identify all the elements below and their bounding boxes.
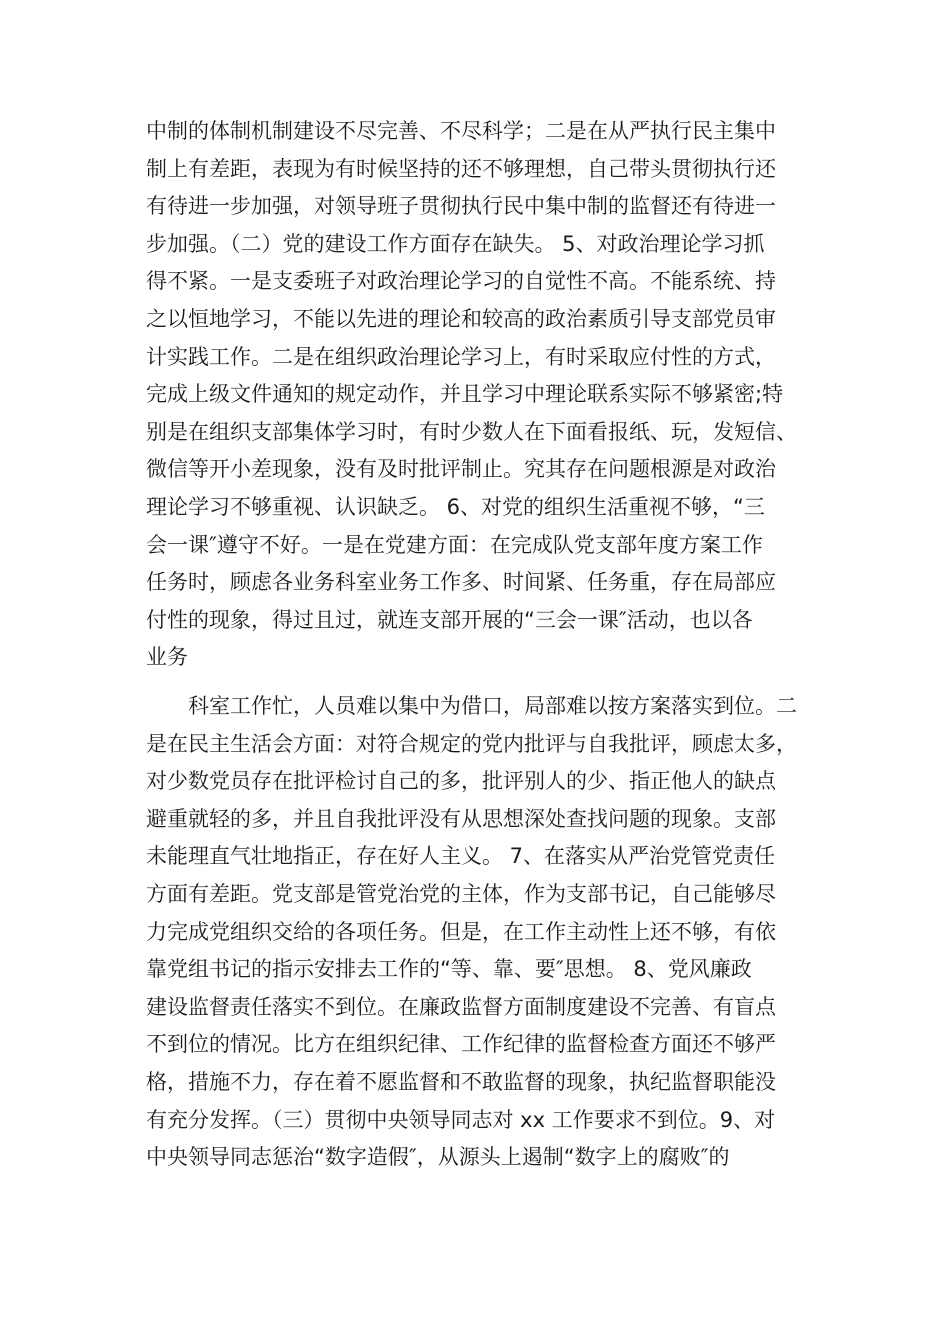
text-line: 计实践工作。二是在组织政治理论学习上，有时采取应付性的方式， [146,344,776,369]
text-line: 有待进一步加强，对领导班子贯彻执行民中集中制的监督还有待进一 [146,194,776,219]
text-line: 科室工作忙，人员难以集中为借口，局部难以按方案落实到位。二 [146,694,797,718]
text-line: 之以恒地学习，不能以先进的理论和较高的政治素质引导支部党员审 [146,306,776,331]
text-line: 靠党组书记的指示安排去工作的“等、靠、要″思想。 8、党风廉政 [146,957,752,982]
text-line: 是在民主生活会方面：对符合规定的党内批评与自我批评，顾虑太多， [146,731,797,756]
text-line: 方面有差距。党支部是管党治党的主体，作为支部书记，自己能够尽 [146,881,776,906]
text-line: 有充分发挥。（三）贯彻中央领导同志对 xx 工作要求不到位。9、对 [146,1107,776,1132]
paragraph [146,688,806,1177]
text-line: 别是在组织支部集体学习时，有时少数人在下面看报纸、玩，发短信、 [146,419,797,444]
text-line: 会一课″遵守不好。一是在党建方面：在完成队党支部年度方案工作 [146,532,763,557]
text-line: 业务 [146,645,188,670]
text-line: 避重就轻的多，并且自我批评没有从思想深处查找问题的现象。支部 [146,806,776,831]
paragraph [146,113,806,677]
text-line: 建设监督责任落实不到位。在廉政监督方面制度建设不完善、有盲点 [146,994,776,1019]
text-line: 未能理直气壮地指正，存在好人主义。 7、在落实从严治党管党责任 [146,844,776,869]
text-line: 步加强。（二）党的建设工作方面存在缺失。 5、对政治理论学习抓 [146,231,765,256]
text-line: 理论学习不够重视、认识缺乏。 6、对党的组织生活重视不够，“三 [146,494,765,519]
text-line: 付性的现象，得过且过，就连支部开展的“三会一课″活动，也以各 [146,607,753,632]
text-line: 微信等开小差现象，没有及时批评制止。究其存在问题根源是对政治 [146,457,776,482]
text-line: 完成上级文件通知的规定动作，并且学习中理论联系实际不够紧密;特 [146,382,784,407]
text-line: 格，措施不力，存在着不愿监督和不敢监督的现象，执纪监督职能没 [146,1069,776,1094]
text-line: 对少数党员存在批评检讨自己的多，批评别人的少、指正他人的缺点 [146,769,776,794]
text-line: 中央领导同志惩治“数字造假″，从源头上遏制“数字上的腐败″的 [146,1145,730,1170]
text-line: 力完成党组织交给的各项任务。但是，在工作主动性上还不够，有依 [146,919,776,944]
text-line: 不到位的情况。比方在组织纪律、工作纪律的监督检查方面还不够严 [146,1032,776,1057]
text-line: 任务时，顾虑各业务科室业务工作多、时间紧、任务重，存在局部应 [146,570,776,595]
text-line: 制上有差距，表现为有时候坚持的还不够理想，自己带头贯彻执行还 [146,156,776,181]
text-line: 中制的体制机制建设不尽完善、不尽科学；二是在从严执行民主集中 [146,119,776,143]
text-line: 得不紧。一是支委班子对政治理论学习的自觉性不高。不能系统、持 [146,269,776,294]
